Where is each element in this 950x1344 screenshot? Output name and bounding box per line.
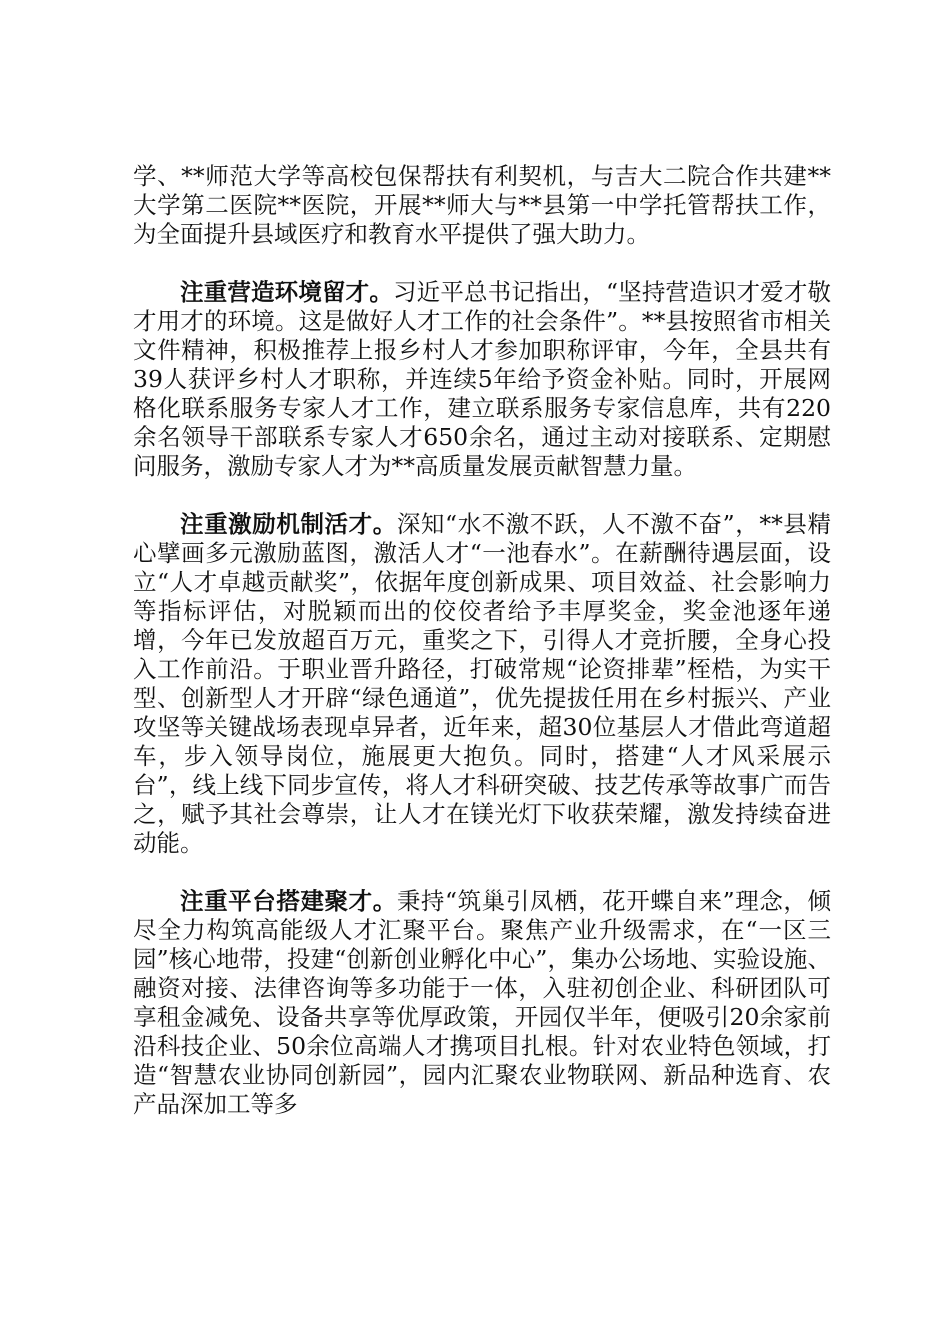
paragraph-text: 秉持“筑巢引凤栖，花开蝶自来”理念，倾尽全力构筑高能级人才汇聚平台。聚焦产业升级需求，在“一区三园”核心地带，投建“创新创业孵化中心”，集办公场地、实验设施、融资对接、法律咨询等多功能于一体，入驻初创企业、科研团队可享租金减免、设备共享等优厚政策，开园仅半年，便吸引20余家前沿科技企业、50余位高端人才携项目扎根。针对农业特色领域，打造“智慧农业协同创新园”，园内汇聚农业物联网、新品种选育、农产品深加工等多: [133, 887, 832, 1118]
paragraph-heading: 注重平台搭建聚才。: [180, 887, 397, 915]
paragraph-continuation: [133, 162, 831, 249]
document-page: [133, 162, 831, 1148]
paragraph-text: 习近平总书记指出，“坚持营造识才爱才敬才用才的环境。这是做好人才工作的社会条件”。**县按照省市相关文件精神，积极推荐上报乡村人才参加职称评审，今年，全县共有39人获评乡村人才职称，并连续5年给予资金补贴。同时，开展网格化联系服务专家人才工作，建立联系服务专家信息库，共有220余名领导干部联系专家人才650余名，通过主动对接联系、定期慰问服务，激励专家人才为**高质量发展贡献智慧力量。: [133, 278, 832, 480]
paragraph-heading: 注重营造环境留才。: [180, 278, 393, 306]
paragraph-environment: [133, 278, 831, 481]
paragraph-text: 学、**师范大学等高校包保帮扶有利契机，与吉大二院合作共建**大学第二医院**医院，开展**师大与**县第一中学托管帮扶工作，为全面提升县域医疗和教育水平提供了强大助力。: [133, 162, 831, 248]
paragraph-platform: [133, 887, 831, 1119]
paragraph-incentive: [133, 510, 831, 858]
paragraph-heading: 注重激励机制活才。: [180, 510, 397, 538]
paragraph-text: 深知“水不激不跃，人不激不奋”，**县精心擘画多元激励蓝图，激活人才“一池春水”。在薪酬待遇层面，设立“人才卓越贡献奖”，依据年度创新成果、项目效益、社会影响力等指标评估，对脱颖而出的佼佼者给予丰厚奖金，奖金池逐年递增，今年已发放超百万元，重奖之下，引得人才竞折腰，全身心投入工作前沿。于职业晋升路径，打破常规“论资排辈”桎梏，为实干型、创新型人才开辟“绿色通道”，优先提拔任用在乡村振兴、产业攻坚等关键战场表现卓异者，近年来，超30位基层人才借此弯道超车，步入领导岗位，施展更大抱负。同时，搭建“人才风采展示台”，线上线下同步宣传，将人才科研突破、技艺传承等故事广而告之，赋予其社会尊崇，让人才在镁光灯下收获荣耀，激发持续奋进动能。: [133, 510, 832, 857]
